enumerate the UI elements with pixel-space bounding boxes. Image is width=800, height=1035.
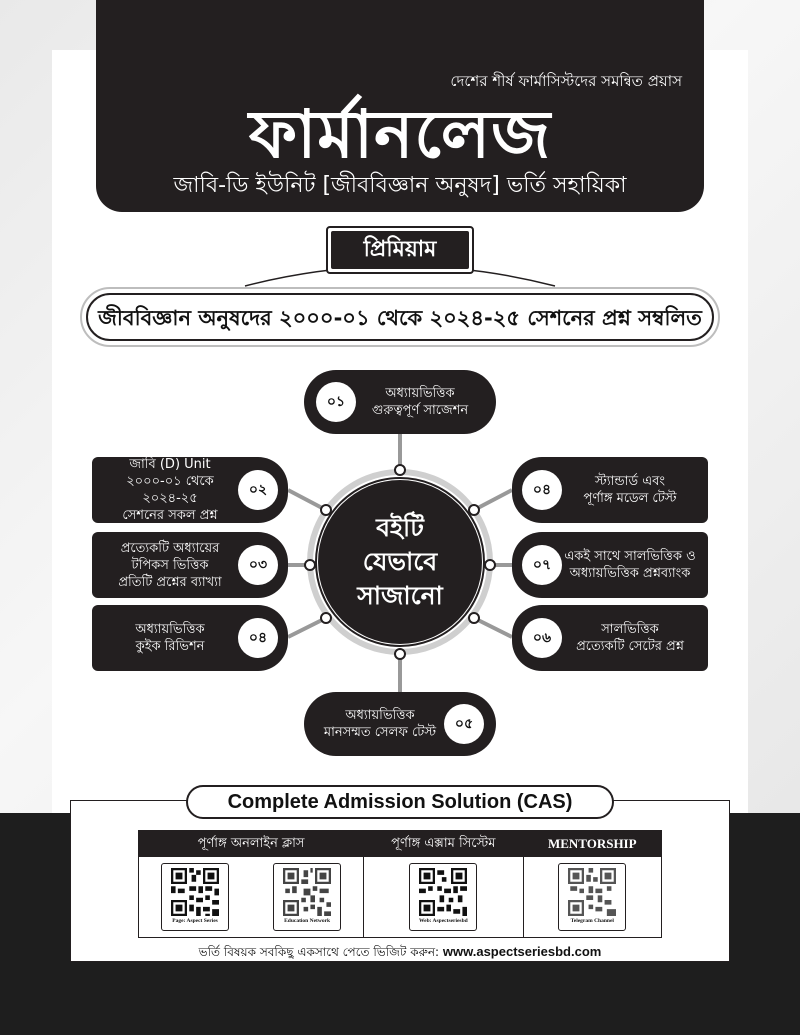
feature-03 bbox=[92, 532, 288, 598]
feature-line: অধ্যায়ভিত্তিক bbox=[345, 708, 415, 723]
subtitle: জাবি-ডি ইউনিট [জীববিজ্ঞান অনুষদ] ভর্তি সহায়িকা bbox=[173, 173, 627, 198]
feature-right-2 bbox=[512, 532, 708, 598]
cas-column-header: পূর্ণাঙ্গ এক্সাম সিস্টেম bbox=[364, 831, 522, 857]
cas-column-body bbox=[524, 857, 661, 937]
feature-right-1 bbox=[512, 457, 708, 523]
feature-line: টপিকস ভিত্তিক bbox=[131, 557, 209, 573]
feature-number: ০৫ bbox=[444, 704, 484, 744]
feature-number: ০৬ bbox=[522, 618, 562, 658]
subject-banner-text: জীববিজ্ঞান অনুষদের ২০০০-০১ থেকে ২০২৪-২৫ সেশনের প্রশ্ন সম্বলিত bbox=[86, 293, 714, 341]
feature-text bbox=[562, 473, 698, 507]
feature-text bbox=[316, 707, 444, 741]
feature-line: অধ্যায়ভিত্তিক bbox=[135, 622, 205, 637]
cas-column-header: MENTORSHIP bbox=[524, 831, 661, 857]
footer-prefix: ভর্তি বিষয়ক সবকিছু একসাথে পেতে ভিজিট করুন: bbox=[198, 945, 440, 959]
feature-text bbox=[562, 548, 698, 582]
feature-line: সেশনের সকল প্রশ্ন bbox=[122, 508, 218, 523]
qr-card[interactable] bbox=[273, 863, 341, 931]
footer-url-link[interactable]: www.aspectseriesbd.com bbox=[442, 944, 602, 959]
tagline: দেশের শীর্ষ ফার্মাসিস্টদের সমন্বিত প্রয়াস bbox=[450, 72, 682, 90]
feature-line: প্রত্যেকটি সেটের প্রশ্ন bbox=[576, 639, 684, 654]
cas-column-mentorship bbox=[524, 831, 661, 937]
qr-code-icon bbox=[171, 868, 219, 916]
qr-caption: Education Network bbox=[284, 918, 331, 924]
center-circle bbox=[318, 480, 482, 644]
feature-right-3 bbox=[512, 605, 708, 671]
feature-number: ০৪ bbox=[238, 618, 278, 658]
feature-line: ২০০০-০১ থেকে ২০২৪-২৫ bbox=[126, 474, 214, 506]
feature-number: ০২ bbox=[238, 470, 278, 510]
qr-code-icon bbox=[419, 868, 467, 916]
feature-line: প্রত্যেকটি অধ্যায়ের bbox=[120, 540, 220, 556]
feature-05 bbox=[304, 692, 496, 756]
cas-column-exam-system bbox=[364, 831, 523, 937]
qr-caption: Page: Aspect Series bbox=[172, 918, 218, 924]
feature-line: পূর্ণাঙ্গ মডেল টেস্ট bbox=[583, 491, 677, 506]
feature-text bbox=[102, 621, 238, 655]
feature-line: অধ্যায়ভিত্তিক প্রশ্নব্যাংক bbox=[569, 566, 691, 581]
feature-02 bbox=[92, 457, 288, 523]
feature-text bbox=[102, 456, 238, 524]
premium-label: প্রিমিয়াম bbox=[331, 231, 469, 269]
center-line-1: বইটি bbox=[376, 513, 424, 542]
feature-number: ০৪ bbox=[522, 470, 562, 510]
feature-01 bbox=[304, 370, 496, 434]
cas-column-body bbox=[139, 857, 363, 937]
qr-caption: Web: Aspectseriesbd bbox=[418, 918, 468, 924]
feature-text bbox=[102, 540, 238, 591]
feature-line: সালভিত্তিক bbox=[601, 622, 659, 637]
qr-card[interactable] bbox=[558, 863, 626, 931]
brand-title: ফার্মানলেজ bbox=[248, 96, 552, 173]
cas-grid bbox=[138, 830, 662, 938]
cas-column-header: পূর্ণাঙ্গ অনলাইন ক্লাস bbox=[139, 831, 363, 857]
qr-card[interactable] bbox=[409, 863, 477, 931]
feature-number: ০৭ bbox=[522, 545, 562, 585]
feature-number: ০১ bbox=[316, 382, 356, 422]
feature-line: গুরুত্বপূর্ণ সাজেশন bbox=[371, 403, 469, 418]
footer-visit-line bbox=[70, 944, 730, 964]
feature-line: প্রতিটি প্রশ্নের ব্যাখ্যা bbox=[118, 574, 222, 590]
cas-column-online-class bbox=[139, 831, 364, 937]
feature-04 bbox=[92, 605, 288, 671]
feature-line: একই সাথে সালভিত্তিক ও bbox=[564, 549, 696, 564]
feature-number: ০৩ bbox=[238, 545, 278, 585]
qr-card[interactable] bbox=[161, 863, 229, 931]
qr-caption: Telegram Channel bbox=[570, 918, 614, 924]
feature-line: কুইক রিভিশন bbox=[135, 639, 205, 654]
qr-code-icon bbox=[568, 868, 616, 916]
qr-code-icon bbox=[283, 868, 331, 916]
feature-line: অধ্যায়ভিত্তিক bbox=[385, 386, 455, 401]
cas-column-body bbox=[364, 857, 522, 937]
feature-line: স্ট্যান্ডার্ড এবং bbox=[595, 474, 665, 489]
feature-text bbox=[562, 621, 698, 655]
cas-title: Complete Admission Solution (CAS) bbox=[186, 785, 614, 819]
center-line-3: সাজানো bbox=[357, 581, 443, 610]
feature-line: মানসম্মত সেলফ টেস্ট bbox=[323, 725, 437, 740]
center-line-2: যেভাবে bbox=[362, 547, 438, 576]
feature-line: জাবি (D) Unit bbox=[129, 457, 211, 472]
feature-text bbox=[356, 385, 484, 419]
